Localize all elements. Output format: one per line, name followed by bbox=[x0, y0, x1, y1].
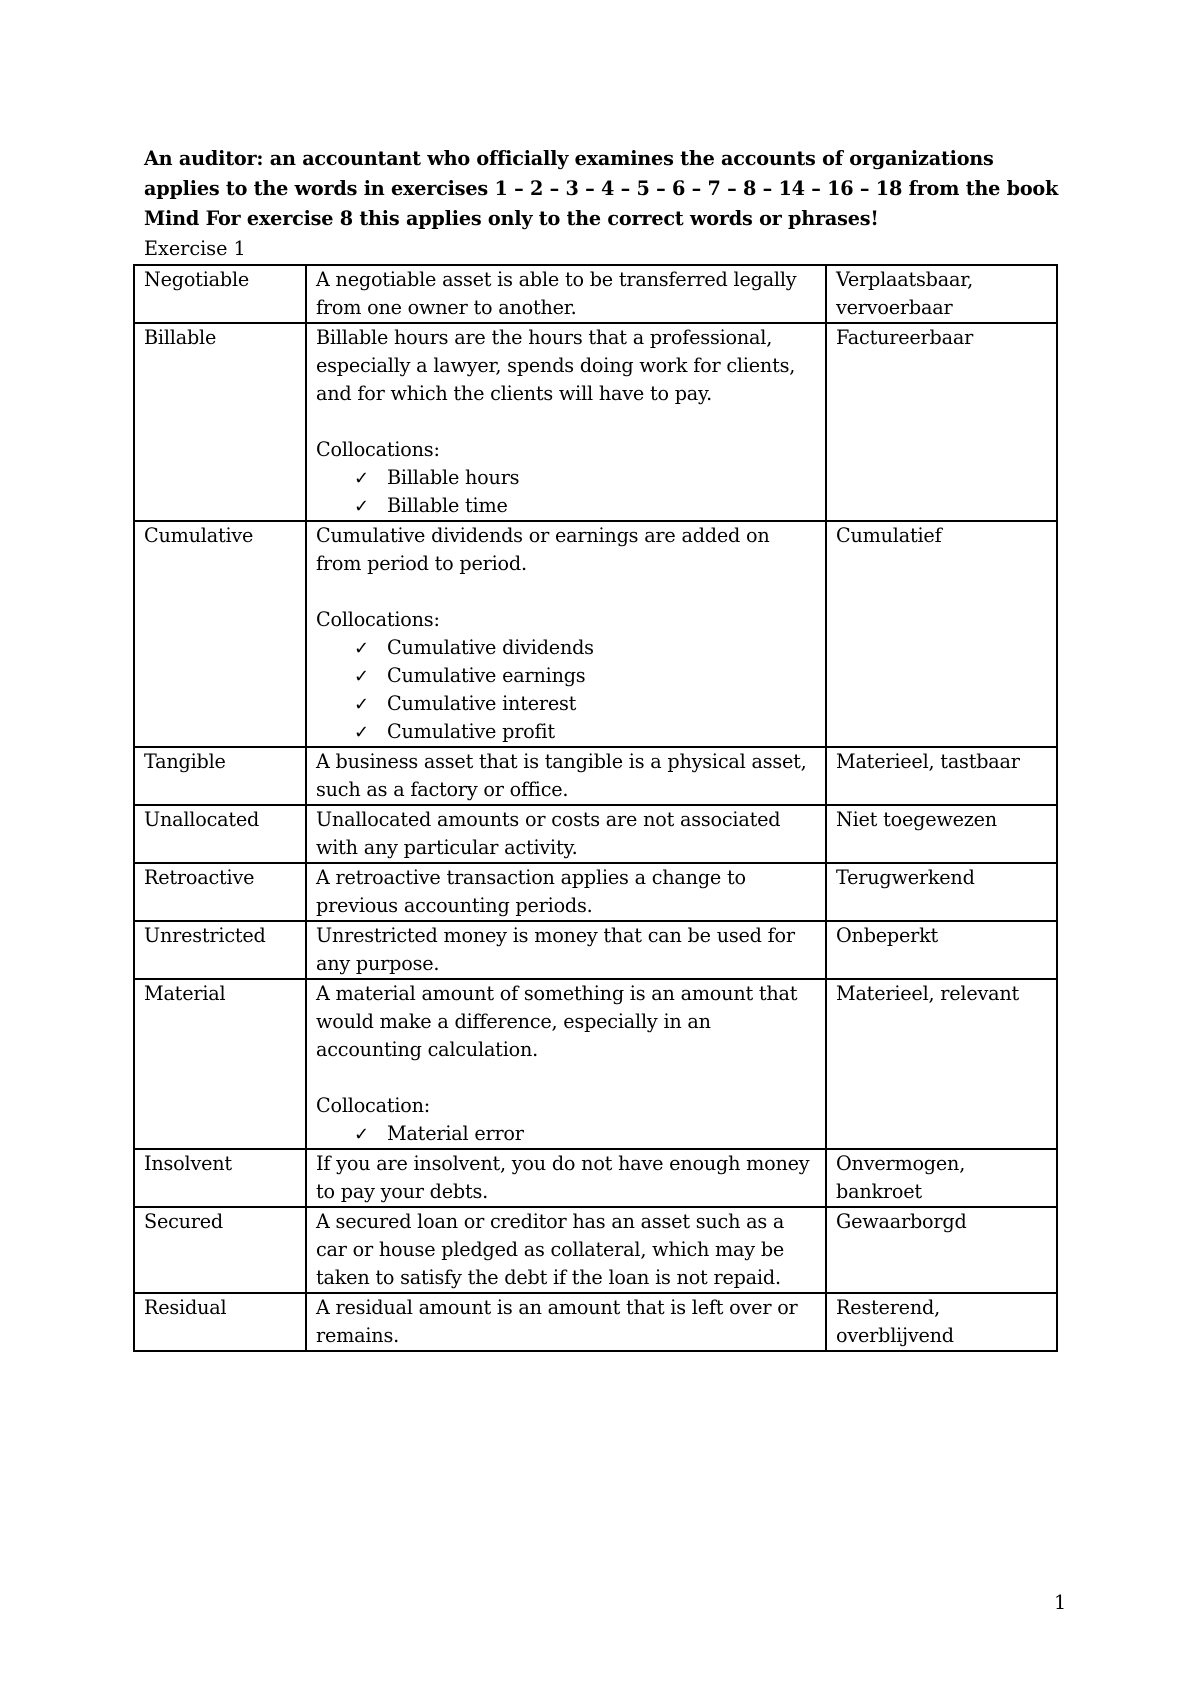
collocation-text: Cumulative earnings bbox=[387, 664, 586, 687]
definition-text: If you are insolvent, you do not have enough money to pay your debts. bbox=[316, 1152, 810, 1203]
definition-text: Cumulative dividends or earnings are added on from period to period. bbox=[316, 524, 770, 575]
check-icon: ✓ bbox=[354, 722, 369, 743]
term-cell: Material bbox=[134, 979, 306, 1149]
table-row bbox=[134, 1207, 1057, 1293]
collocations-label: Collocations: bbox=[316, 438, 440, 461]
intro-note bbox=[144, 144, 1074, 234]
collocation-item bbox=[352, 662, 817, 690]
collocation-item bbox=[352, 718, 817, 746]
translation-cell: Onvermogen, bankroet bbox=[826, 1149, 1057, 1207]
definition-cell bbox=[306, 863, 826, 921]
definition-cell bbox=[306, 805, 826, 863]
term-cell: Unallocated bbox=[134, 805, 306, 863]
definition-cell bbox=[306, 979, 826, 1149]
check-icon: ✓ bbox=[354, 666, 369, 687]
term-cell: Secured bbox=[134, 1207, 306, 1293]
translation-cell: Cumulatief bbox=[826, 521, 1057, 747]
term-cell: Cumulative bbox=[134, 521, 306, 747]
collocation-text: Cumulative interest bbox=[387, 692, 577, 715]
collocation-text: Cumulative dividends bbox=[387, 636, 594, 659]
collocation-text: Cumulative profit bbox=[387, 720, 555, 743]
collocation-list bbox=[316, 464, 817, 520]
collocation-item bbox=[352, 1120, 817, 1148]
translation-cell: Factureerbaar bbox=[826, 323, 1057, 521]
table-row bbox=[134, 921, 1057, 979]
translation-cell: Onbeperkt bbox=[826, 921, 1057, 979]
definition-text: A negotiable asset is able to be transferred legally from one owner to another. bbox=[316, 268, 797, 319]
definition-text: A secured loan or creditor has an asset such as a car or house pledged as collateral, which may be taken to satisfy the debt if the loan is not repaid. bbox=[316, 1210, 785, 1289]
table-row bbox=[134, 1149, 1057, 1207]
definition-text: A residual amount is an amount that is left over or remains. bbox=[316, 1296, 798, 1347]
collocation-text: Material error bbox=[387, 1122, 524, 1145]
check-icon: ✓ bbox=[354, 468, 369, 489]
table-row bbox=[134, 265, 1057, 323]
table-row bbox=[134, 863, 1057, 921]
collocation-item bbox=[352, 464, 817, 492]
collocations-label: Collocation: bbox=[316, 1094, 431, 1117]
collocation-item bbox=[352, 634, 817, 662]
term-cell: Negotiable bbox=[134, 265, 306, 323]
check-icon: ✓ bbox=[354, 694, 369, 715]
collocation-text: Billable time bbox=[387, 494, 508, 517]
definition-text: A retroactive transaction applies a change to previous accounting periods. bbox=[316, 866, 746, 917]
collocation-list bbox=[316, 1120, 817, 1148]
table-row bbox=[134, 979, 1057, 1149]
exercise-title: Exercise 1 bbox=[144, 237, 246, 260]
collocation-text: Billable hours bbox=[387, 466, 520, 489]
table-row bbox=[134, 747, 1057, 805]
intro-line-3: Mind For exercise 8 this applies only to the correct words or phrases! bbox=[144, 207, 879, 230]
definition-text: Billable hours are the hours that a professional, especially a lawyer, spends doing work for clients, and for which the clients will have to pay. bbox=[316, 326, 796, 405]
translation-cell: Verplaatsbaar, vervoerbaar bbox=[826, 265, 1057, 323]
definition-cell bbox=[306, 747, 826, 805]
definition-cell bbox=[306, 521, 826, 747]
definition-cell bbox=[306, 921, 826, 979]
term-cell: Residual bbox=[134, 1293, 306, 1351]
definition-cell bbox=[306, 1207, 826, 1293]
vocabulary-table bbox=[133, 264, 1058, 1352]
collocations-label: Collocations: bbox=[316, 608, 440, 631]
intro-line-1: An auditor: an accountant who officially examines the accounts of organizations bbox=[144, 147, 994, 170]
collocation-item bbox=[352, 492, 817, 520]
definition-text: A material amount of something is an amount that would make a difference, especially in an accounting calculation. bbox=[316, 982, 798, 1061]
term-cell: Unrestricted bbox=[134, 921, 306, 979]
translation-cell: Materieel, relevant bbox=[826, 979, 1057, 1149]
definition-cell bbox=[306, 1149, 826, 1207]
check-icon: ✓ bbox=[354, 496, 369, 517]
term-cell: Retroactive bbox=[134, 863, 306, 921]
term-cell: Insolvent bbox=[134, 1149, 306, 1207]
translation-cell: Terugwerkend bbox=[826, 863, 1057, 921]
translation-cell: Gewaarborgd bbox=[826, 1207, 1057, 1293]
page-number: 1 bbox=[1054, 1591, 1067, 1614]
intro-line-2: applies to the words in exercises 1 – 2 – 3 – 4 – 5 – 6 – 7 – 8 – 14 – 16 – 18 from the book bbox=[144, 177, 1059, 200]
translation-cell: Niet toegewezen bbox=[826, 805, 1057, 863]
collocation-list bbox=[316, 634, 817, 746]
collocation-item bbox=[352, 690, 817, 718]
term-cell: Billable bbox=[134, 323, 306, 521]
table-row bbox=[134, 521, 1057, 747]
definition-text: Unallocated amounts or costs are not associated with any particular activity. bbox=[316, 808, 781, 859]
table-row bbox=[134, 323, 1057, 521]
definition-text: Unrestricted money is money that can be used for any purpose. bbox=[316, 924, 795, 975]
vocabulary-table-body bbox=[134, 265, 1057, 1351]
table-row bbox=[134, 1293, 1057, 1351]
check-icon: ✓ bbox=[354, 638, 369, 659]
translation-cell: Resterend, overblijvend bbox=[826, 1293, 1057, 1351]
term-cell: Tangible bbox=[134, 747, 306, 805]
check-icon: ✓ bbox=[354, 1124, 369, 1145]
definition-cell bbox=[306, 323, 826, 521]
table-row bbox=[134, 805, 1057, 863]
translation-cell: Materieel, tastbaar bbox=[826, 747, 1057, 805]
definition-cell bbox=[306, 265, 826, 323]
definition-text: A business asset that is tangible is a physical asset, such as a factory or office. bbox=[316, 750, 807, 801]
definition-cell bbox=[306, 1293, 826, 1351]
